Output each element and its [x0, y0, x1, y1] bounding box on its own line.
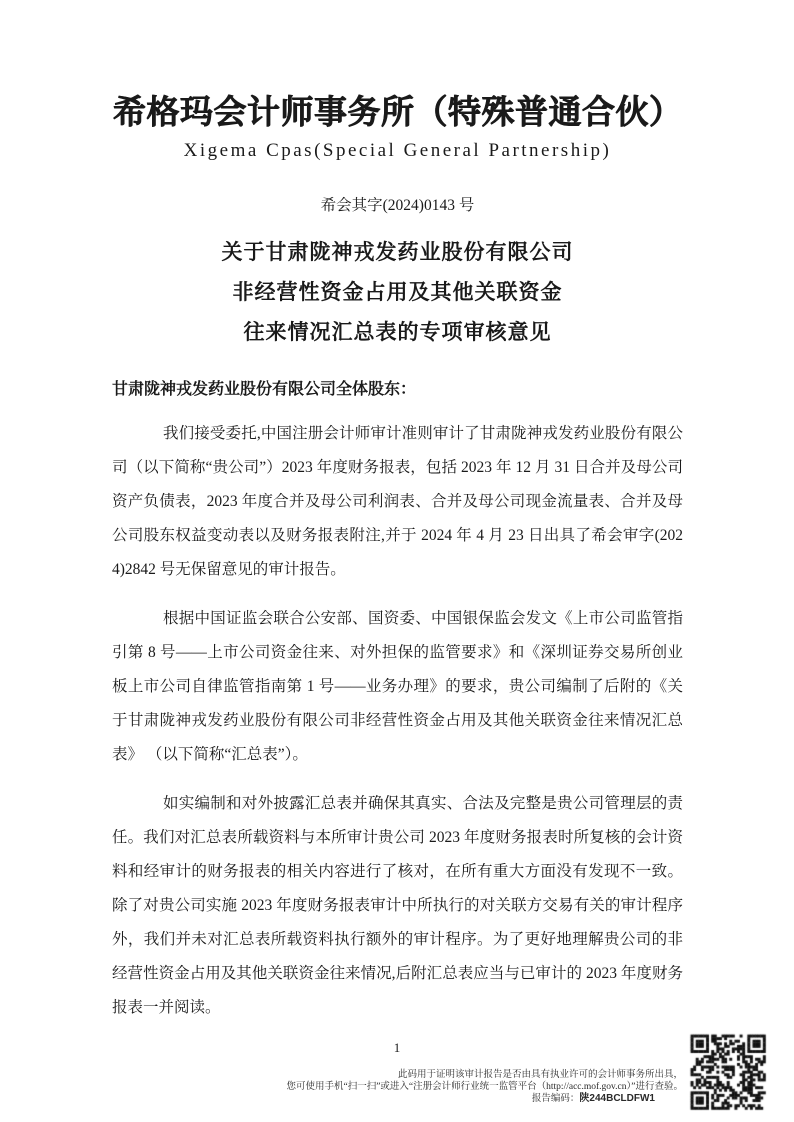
letterhead — [112, 92, 683, 163]
qr-code-canvas — [688, 1032, 768, 1112]
salutation: 甘肃陇神戎发药业股份有限公司全体股东： — [112, 381, 417, 398]
report-code-line — [223, 1093, 683, 1106]
qr-code-icon — [688, 1032, 768, 1112]
firm-name-english: Xigema Cpas(Special General Partnership) — [183, 140, 612, 161]
document-title-line-1: 关于甘肃陇神戎发药业股份有限公司 — [221, 241, 574, 264]
report-code-label: 报告编码： — [531, 1094, 580, 1104]
document-title-line-2: 非经营性资金占用及其他关联资金 — [232, 281, 563, 304]
document-title-line-3: 往来情况汇总表的专项审核意见 — [243, 321, 552, 344]
verify-text-line-1: 此码用于证明该审计报告是否由具有执业许可的会计师事务所出具， — [397, 1070, 683, 1080]
paragraph-regulation-basis: 根据中国证监会联合公安部、国资委、中国银保监会发文《上市公司监管指引第 8 号——上市公司资金往来、对外担保的监管要求》和《深圳证券交易所创业板上市公司自律监管指南第 1 号——业务办理》的要求，贵公司编制了后附的《关于甘肃陇神戎发药业股份有限公司非经营性资金占用及其他关联资金往来情况汇总表》 （以下简称“汇总表”）。 — [112, 610, 683, 763]
firm-name-chinese: 希格玛会计师事务所（特殊普通合伙） — [112, 95, 683, 131]
verification-note — [223, 1070, 683, 1106]
verify-text-line-2: 您可使用手机“扫一扫”或进入“注册会计师行业统一监管平台（http://acc.mof.gov.cn）”进行查验。 — [286, 1081, 683, 1092]
document-title — [112, 233, 683, 353]
page-number: 1 — [393, 1040, 401, 1055]
report-code-value: 陕244BCLDFW1 — [579, 1093, 655, 1104]
document-ref-number: 希会其字(2024)0143 号 — [320, 197, 475, 214]
paragraph-audit-scope: 我们接受委托,中国注册会计师审计准则审计了甘肃陇神戎发药业股份有限公司（以下简称“贵公司”）2023 年度财务报表，包括 2023 年 12 月 31 日合并及母公司资产负债表，2023 年度合并及母公司利润表、合并及母公司现金流量表、合并及母公司股东权益变动表以及财务报表附注,并于 2024 年 4 月 23 日出具了希会审字(2024)2842 号无保留意见的审计报告。 — [112, 425, 683, 578]
paragraph-responsibility: 如实编制和对外披露汇总表并确保其真实、合法及完整是贵公司管理层的责任。我们对汇总表所载资料与本所审计贵公司 2023 年度财务报表时所复核的会计资料和经审计的财务报表的相关内容进行了核对，在所有重大方面没有发现不一致。除了对贵公司实施 2023 年度财务报表审计中所执行的对关联方交易有关的审计程序外，我们并未对汇总表所载资料执行额外的审计程序。为了更好地理解贵公司的非经营性资金占用及其他关联资金往来情况,后附汇总表应当与已审计的 2023 年度财务报表一并阅读。 — [112, 795, 683, 1016]
